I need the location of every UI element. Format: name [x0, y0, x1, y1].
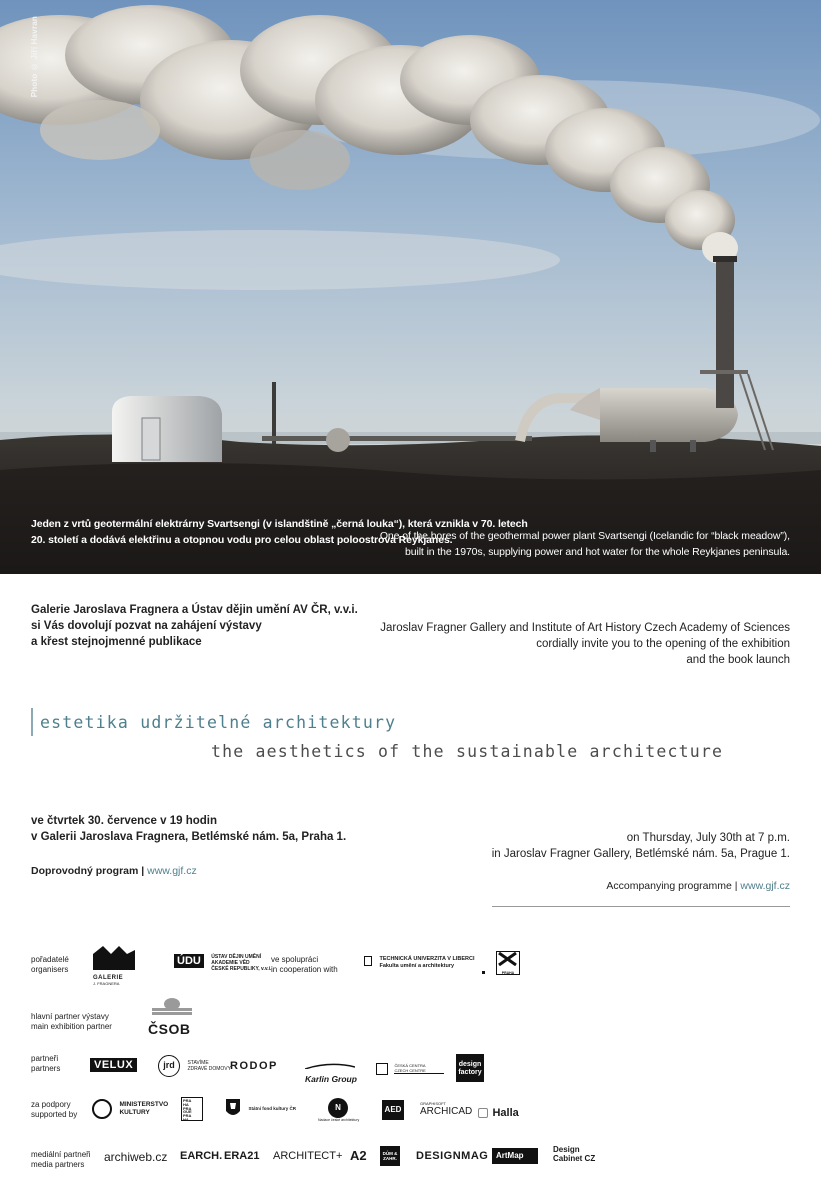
ministry-emblem-icon — [92, 1099, 112, 1119]
caption-en: One of the bores of the geothermal power plant Svartsengi (Icelandic for “black meadow”), built in the 1970s, supplying power and hot water for the whole Reykjanes peninsula. — [379, 530, 790, 558]
organisers-label: pořadatelé organisers — [31, 955, 69, 974]
photo-credit: Photo © Jiří Havran — [30, 16, 39, 98]
main-partner-label: hlavní partner výstavy main exhibition partner — [31, 1012, 112, 1031]
archiweb-logo: archiweb.cz — [104, 1150, 168, 1164]
title-accent-bar — [31, 708, 33, 736]
exhibition-title-cz: estetika udržitelné architektury — [40, 713, 397, 732]
tul-icon — [364, 956, 372, 966]
udu-logo: ÚDU ÚSTAV DĚJIN UMĚNÍ AKADEMIE VĚD ČESKÉ REPUBLIKY, v.v.i. — [174, 954, 271, 972]
partners-label: partneři partners — [31, 1054, 61, 1073]
tul-logo: TECHNICKÁ UNIVERZITA V LIBERCI Fakulta umění a architektury — [364, 956, 485, 974]
gjf-link-cz[interactable]: www.gjf.cz — [147, 865, 197, 877]
praha-grid-logo: PRA HA PRA GUE PRA HA — [181, 1097, 203, 1121]
jrd-logo: jrd STAVÍME ZDRAVÉ DOMOVY — [158, 1055, 231, 1077]
event-details-en: on Thursday, July 30th at 7 p.m. in Jaroslav Fragner Gallery, Betlémské nám. 5a, Prague 1. — [491, 832, 790, 860]
design-factory-logo: design factory — [456, 1054, 484, 1082]
hut — [112, 396, 222, 462]
designmag-logo: DESIGNMAG — [416, 1150, 489, 1162]
csob-logo: ČSOB — [148, 998, 196, 1037]
karlin-swoosh-icon — [305, 1063, 355, 1069]
artmap-logo: ArtMap — [492, 1148, 538, 1164]
csob-stripes-icon — [148, 998, 196, 1016]
programme-cz: Doprovodný program | www.gjf.cz — [31, 865, 197, 877]
era21-logo: ERA21 — [224, 1150, 260, 1162]
exhibition-title-en: the aesthetics of the sustainable architecture — [211, 742, 724, 761]
a2-logo: A2 — [350, 1148, 367, 1163]
czech-centre-icon — [376, 1063, 388, 1075]
divider-line — [492, 906, 790, 907]
media-partners-label: mediální partneři media partners — [31, 1150, 91, 1169]
czech-centre-logo: ČESKÁ CENTRA CZECH CENTRE — [376, 1060, 444, 1078]
velux-logo: VELUX — [90, 1058, 137, 1072]
galerie-roof-icon — [93, 946, 135, 970]
architect-plus-logo: ARCHITECT+ — [273, 1150, 343, 1162]
supported-by-label: za podpory supported by — [31, 1100, 78, 1119]
halla-icon — [478, 1108, 488, 1118]
lion-emblem-icon — [224, 1099, 242, 1119]
invitation-en: Jaroslav Fragner Gallery and Institute of Art History Czech Academy of Sciences cordially invite you to the opening of the exhibition and the book launch — [380, 622, 790, 666]
hero-photo — [0, 0, 821, 574]
ministry-of-culture-logo: MINISTERSTVO KULTURY — [92, 1099, 168, 1119]
programme-en: Accompanying programme | www.gjf.cz — [606, 880, 790, 892]
state-culture-fund-logo: Státní fond kultury ČR — [224, 1099, 296, 1119]
invitation-cz: Galerie Jaroslava Fragnera a Ústav dějin umění AV ČR, v.v.i. si Vás dovolují pozvat na zahájení výstavy a křest stejnojmenné publikace — [31, 604, 358, 648]
geothermal-plant-image — [0, 0, 821, 574]
praha-cross-icon — [497, 952, 518, 966]
archicad-logo: GRAPHISOFT ARCHICAD — [420, 1101, 473, 1117]
caption-cz: Jeden z vrtů geotermální elektrárny Svartsengi (v islandštině „černá louka“), která vznikla v 70. letech 20. století a dodává elektřinu a otopnou vodu pro celou oblast poloostrova Reykjanes. — [31, 518, 528, 546]
praha-logo: PRAHA — [496, 951, 520, 975]
dum-a-zahrada-logo: DŮM & ZAHR. — [380, 1146, 400, 1166]
gjf-link-en[interactable]: www.gjf.cz — [740, 880, 790, 892]
galerie-fragnera-logo: GALERIE J. FRAGNERA — [93, 946, 135, 980]
rodop-logo: RODOP — [230, 1060, 278, 1072]
halla-logo: Halla — [478, 1104, 519, 1122]
design-cabinet-logo: Design Cabinet CZ — [553, 1145, 596, 1163]
karlin-group-logo: Karlin Group — [305, 1056, 357, 1084]
nadace-ceske-architektury-logo: N Nadace české architektury — [318, 1097, 358, 1122]
nca-icon: N — [328, 1098, 348, 1118]
cooperation-label: ve spolupráci in cooperation with — [271, 955, 338, 974]
aed-logo: AED — [382, 1100, 404, 1120]
event-details-cz: ve čtvrtek 30. července v 19 hodin v Galerii Jaroslava Fragnera, Betlémské nám. 5a, Praha 1. — [31, 815, 347, 843]
earch-logo: EARCH. — [180, 1150, 223, 1162]
